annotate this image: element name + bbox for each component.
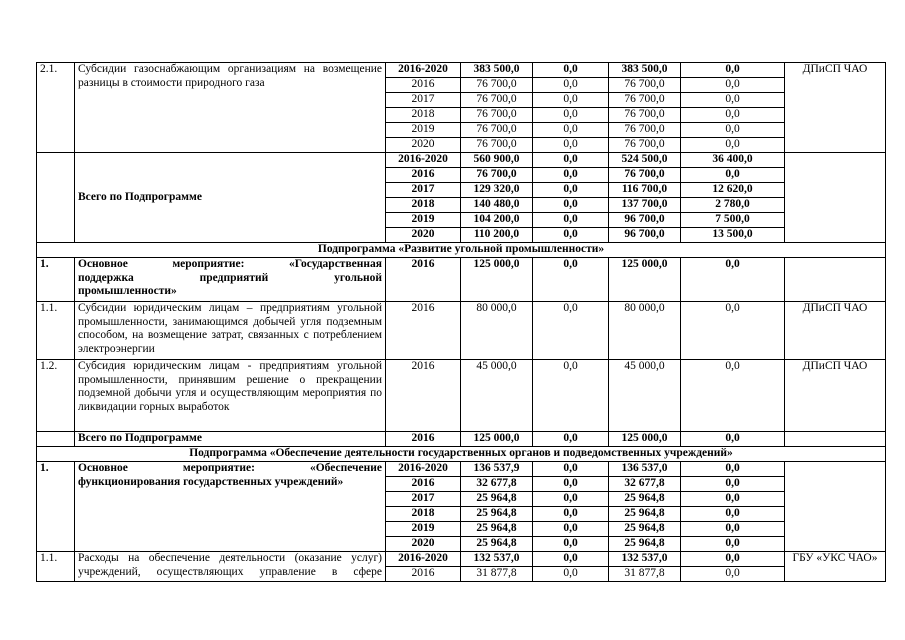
local-cell: 0,0 <box>681 108 785 123</box>
year-cell: 2016 <box>386 567 461 582</box>
total-cell: 25 964,8 <box>461 507 533 522</box>
total-cell: 76 700,0 <box>461 123 533 138</box>
year-cell: 2016 <box>386 302 461 360</box>
federal-cell: 0,0 <box>533 537 609 552</box>
measure-name-line: учреждений, осуществляющих управление в сфере <box>78 565 382 578</box>
executor-cell <box>785 258 886 302</box>
executor-cell: ДПиСП ЧАО <box>785 302 886 360</box>
local-cell: 0,0 <box>681 477 785 492</box>
federal-cell: 0,0 <box>533 78 609 93</box>
executor-cell: ДПиСП ЧАО <box>785 63 886 153</box>
measure-name <box>75 258 386 302</box>
year-cell: 2016-2020 <box>386 462 461 477</box>
measure-name-line: Основное мероприятие: «Государственная <box>78 258 382 270</box>
total-cell: 25 964,8 <box>461 492 533 507</box>
federal-cell: 0,0 <box>533 108 609 123</box>
federal-cell: 0,0 <box>533 360 609 432</box>
year-cell: 2020 <box>386 537 461 552</box>
federal-cell: 0,0 <box>533 462 609 477</box>
total-cell: 76 700,0 <box>461 78 533 93</box>
year-cell: 2017 <box>386 492 461 507</box>
federal-cell: 0,0 <box>533 432 609 447</box>
okrug-cell: 136 537,0 <box>609 462 681 477</box>
row-number <box>37 432 75 447</box>
year-cell: 2018 <box>386 108 461 123</box>
year-cell: 2020 <box>386 228 461 243</box>
okrug-cell: 116 700,0 <box>609 183 681 198</box>
executor-cell <box>785 432 886 447</box>
local-cell: 36 400,0 <box>681 153 785 168</box>
year-cell: 2018 <box>386 507 461 522</box>
row-number: 1.1. <box>37 552 75 582</box>
total-cell: 560 900,0 <box>461 153 533 168</box>
year-cell: 2020 <box>386 138 461 153</box>
total-cell: 32 677,8 <box>461 477 533 492</box>
executor-cell: ГБУ «УКС ЧАО» <box>785 552 886 582</box>
year-cell: 2016-2020 <box>386 552 461 567</box>
local-cell: 0,0 <box>681 123 785 138</box>
federal-cell: 0,0 <box>533 302 609 360</box>
measure-name-line: Расходы на обеспечение деятельности (оказание услуг) <box>78 552 382 564</box>
row-number: 2.1. <box>37 63 75 153</box>
total-cell: 76 700,0 <box>461 138 533 153</box>
local-cell: 0,0 <box>681 432 785 447</box>
federal-cell: 0,0 <box>533 258 609 302</box>
okrug-cell: 76 700,0 <box>609 123 681 138</box>
local-cell: 0,0 <box>681 63 785 78</box>
year-cell: 2016 <box>386 477 461 492</box>
table-row <box>37 258 886 302</box>
okrug-cell: 25 964,8 <box>609 492 681 507</box>
local-cell: 0,0 <box>681 537 785 552</box>
total-cell: 125 000,0 <box>461 432 533 447</box>
year-cell: 2016 <box>386 78 461 93</box>
local-cell: 0,0 <box>681 168 785 183</box>
total-cell: 45 000,0 <box>461 360 533 432</box>
total-cell: 76 700,0 <box>461 93 533 108</box>
total-cell: 383 500,0 <box>461 63 533 78</box>
okrug-cell: 125 000,0 <box>609 432 681 447</box>
table-row <box>37 552 886 567</box>
measure-name-line: функционирования государственных учреждений» <box>78 475 344 488</box>
okrug-cell: 80 000,0 <box>609 302 681 360</box>
year-cell: 2016 <box>386 168 461 183</box>
okrug-cell: 31 877,8 <box>609 567 681 582</box>
budget-table <box>36 62 886 582</box>
year-cell: 2016-2020 <box>386 63 461 78</box>
okrug-cell: 524 500,0 <box>609 153 681 168</box>
subprogram-total-label: Всего по Подпрограмме <box>75 432 386 447</box>
federal-cell: 0,0 <box>533 492 609 507</box>
federal-cell: 0,0 <box>533 63 609 78</box>
local-cell: 13 500,0 <box>681 228 785 243</box>
row-number: 1. <box>37 462 75 552</box>
year-cell: 2017 <box>386 93 461 108</box>
okrug-cell: 76 700,0 <box>609 93 681 108</box>
federal-cell: 0,0 <box>533 213 609 228</box>
federal-cell: 0,0 <box>533 567 609 582</box>
row-number: 1.1. <box>37 302 75 360</box>
row-number <box>37 153 75 243</box>
executor-cell: ДПиСП ЧАО <box>785 360 886 432</box>
table-row <box>37 360 886 432</box>
total-cell: 76 700,0 <box>461 108 533 123</box>
local-cell: 0,0 <box>681 78 785 93</box>
federal-cell: 0,0 <box>533 153 609 168</box>
table-row <box>37 63 886 78</box>
measure-name: Субсидии юридическим лицам – предприятиям угольной промышленности, занимающимся добычей угля подземным способом, на возмещение затрат, связанных с потреблением электроэнергии <box>75 302 386 360</box>
measure-name <box>75 462 386 552</box>
total-cell: 25 964,8 <box>461 522 533 537</box>
measure-name: Субсидия юридическим лицам - предприятиям угольной промышленности, принявшим решение о прекращении подземной добычи угля и осуществляющим мероприятия по ликвидации горных выработок <box>75 360 386 432</box>
executor-cell <box>785 153 886 243</box>
measure-name-line: Основное мероприятие: «Обеспечение <box>78 462 382 474</box>
okrug-cell: 32 677,8 <box>609 477 681 492</box>
okrug-cell: 76 700,0 <box>609 78 681 93</box>
federal-cell: 0,0 <box>533 552 609 567</box>
year-cell: 2016 <box>386 432 461 447</box>
year-cell: 2019 <box>386 522 461 537</box>
local-cell: 0,0 <box>681 302 785 360</box>
table-row <box>37 447 886 462</box>
federal-cell: 0,0 <box>533 123 609 138</box>
local-cell: 0,0 <box>681 138 785 153</box>
total-cell: 125 000,0 <box>461 258 533 302</box>
local-cell: 0,0 <box>681 462 785 477</box>
total-cell: 31 877,8 <box>461 567 533 582</box>
okrug-cell: 25 964,8 <box>609 507 681 522</box>
local-cell: 7 500,0 <box>681 213 785 228</box>
table-row <box>37 302 886 360</box>
year-cell: 2016-2020 <box>386 153 461 168</box>
year-cell: 2016 <box>386 360 461 432</box>
federal-cell: 0,0 <box>533 522 609 537</box>
federal-cell: 0,0 <box>533 183 609 198</box>
local-cell: 0,0 <box>681 93 785 108</box>
total-cell: 140 480,0 <box>461 198 533 213</box>
federal-cell: 0,0 <box>533 198 609 213</box>
okrug-cell: 125 000,0 <box>609 258 681 302</box>
measure-name <box>75 552 386 582</box>
table-row <box>37 243 886 258</box>
local-cell: 0,0 <box>681 507 785 522</box>
federal-cell: 0,0 <box>533 228 609 243</box>
subprogram-title: Подпрограмма «Обеспечение деятельности государственных органов и подведомственных учреждений» <box>37 447 886 462</box>
subprogram-title: Подпрограмма «Развитие угольной промышленности» <box>37 243 886 258</box>
measure-name-line: поддержка предприятий угольной <box>78 271 382 284</box>
measure-name: Субсидии газоснабжающим организациям на возмещение разницы в стоимости природного газа <box>75 63 386 153</box>
table-row <box>37 153 886 168</box>
okrug-cell: 76 700,0 <box>609 138 681 153</box>
executor-cell <box>785 462 886 552</box>
row-number: 1.2. <box>37 360 75 432</box>
okrug-cell: 383 500,0 <box>609 63 681 78</box>
local-cell: 0,0 <box>681 522 785 537</box>
total-cell: 110 200,0 <box>461 228 533 243</box>
federal-cell: 0,0 <box>533 507 609 522</box>
local-cell: 0,0 <box>681 258 785 302</box>
okrug-cell: 45 000,0 <box>609 360 681 432</box>
year-cell: 2019 <box>386 123 461 138</box>
local-cell: 0,0 <box>681 567 785 582</box>
okrug-cell: 137 700,0 <box>609 198 681 213</box>
local-cell: 0,0 <box>681 492 785 507</box>
year-cell: 2018 <box>386 198 461 213</box>
local-cell: 12 620,0 <box>681 183 785 198</box>
federal-cell: 0,0 <box>533 93 609 108</box>
total-cell: 25 964,8 <box>461 537 533 552</box>
local-cell: 0,0 <box>681 360 785 432</box>
year-cell: 2019 <box>386 213 461 228</box>
okrug-cell: 76 700,0 <box>609 168 681 183</box>
okrug-cell: 25 964,8 <box>609 522 681 537</box>
federal-cell: 0,0 <box>533 477 609 492</box>
total-cell: 136 537,9 <box>461 462 533 477</box>
okrug-cell: 132 537,0 <box>609 552 681 567</box>
measure-name-line: промышленности» <box>78 285 177 298</box>
local-cell: 2 780,0 <box>681 198 785 213</box>
local-cell: 0,0 <box>681 552 785 567</box>
okrug-cell: 96 700,0 <box>609 228 681 243</box>
total-cell: 76 700,0 <box>461 168 533 183</box>
year-cell: 2017 <box>386 183 461 198</box>
year-cell: 2016 <box>386 258 461 302</box>
okrug-cell: 76 700,0 <box>609 108 681 123</box>
row-number: 1. <box>37 258 75 302</box>
okrug-cell: 25 964,8 <box>609 537 681 552</box>
total-cell: 129 320,0 <box>461 183 533 198</box>
federal-cell: 0,0 <box>533 168 609 183</box>
total-cell: 132 537,0 <box>461 552 533 567</box>
table-row <box>37 462 886 477</box>
federal-cell: 0,0 <box>533 138 609 153</box>
table-row <box>37 432 886 447</box>
subprogram-total-label: Всего по Подпрограмме <box>75 153 386 243</box>
total-cell: 104 200,0 <box>461 213 533 228</box>
okrug-cell: 96 700,0 <box>609 213 681 228</box>
total-cell: 80 000,0 <box>461 302 533 360</box>
